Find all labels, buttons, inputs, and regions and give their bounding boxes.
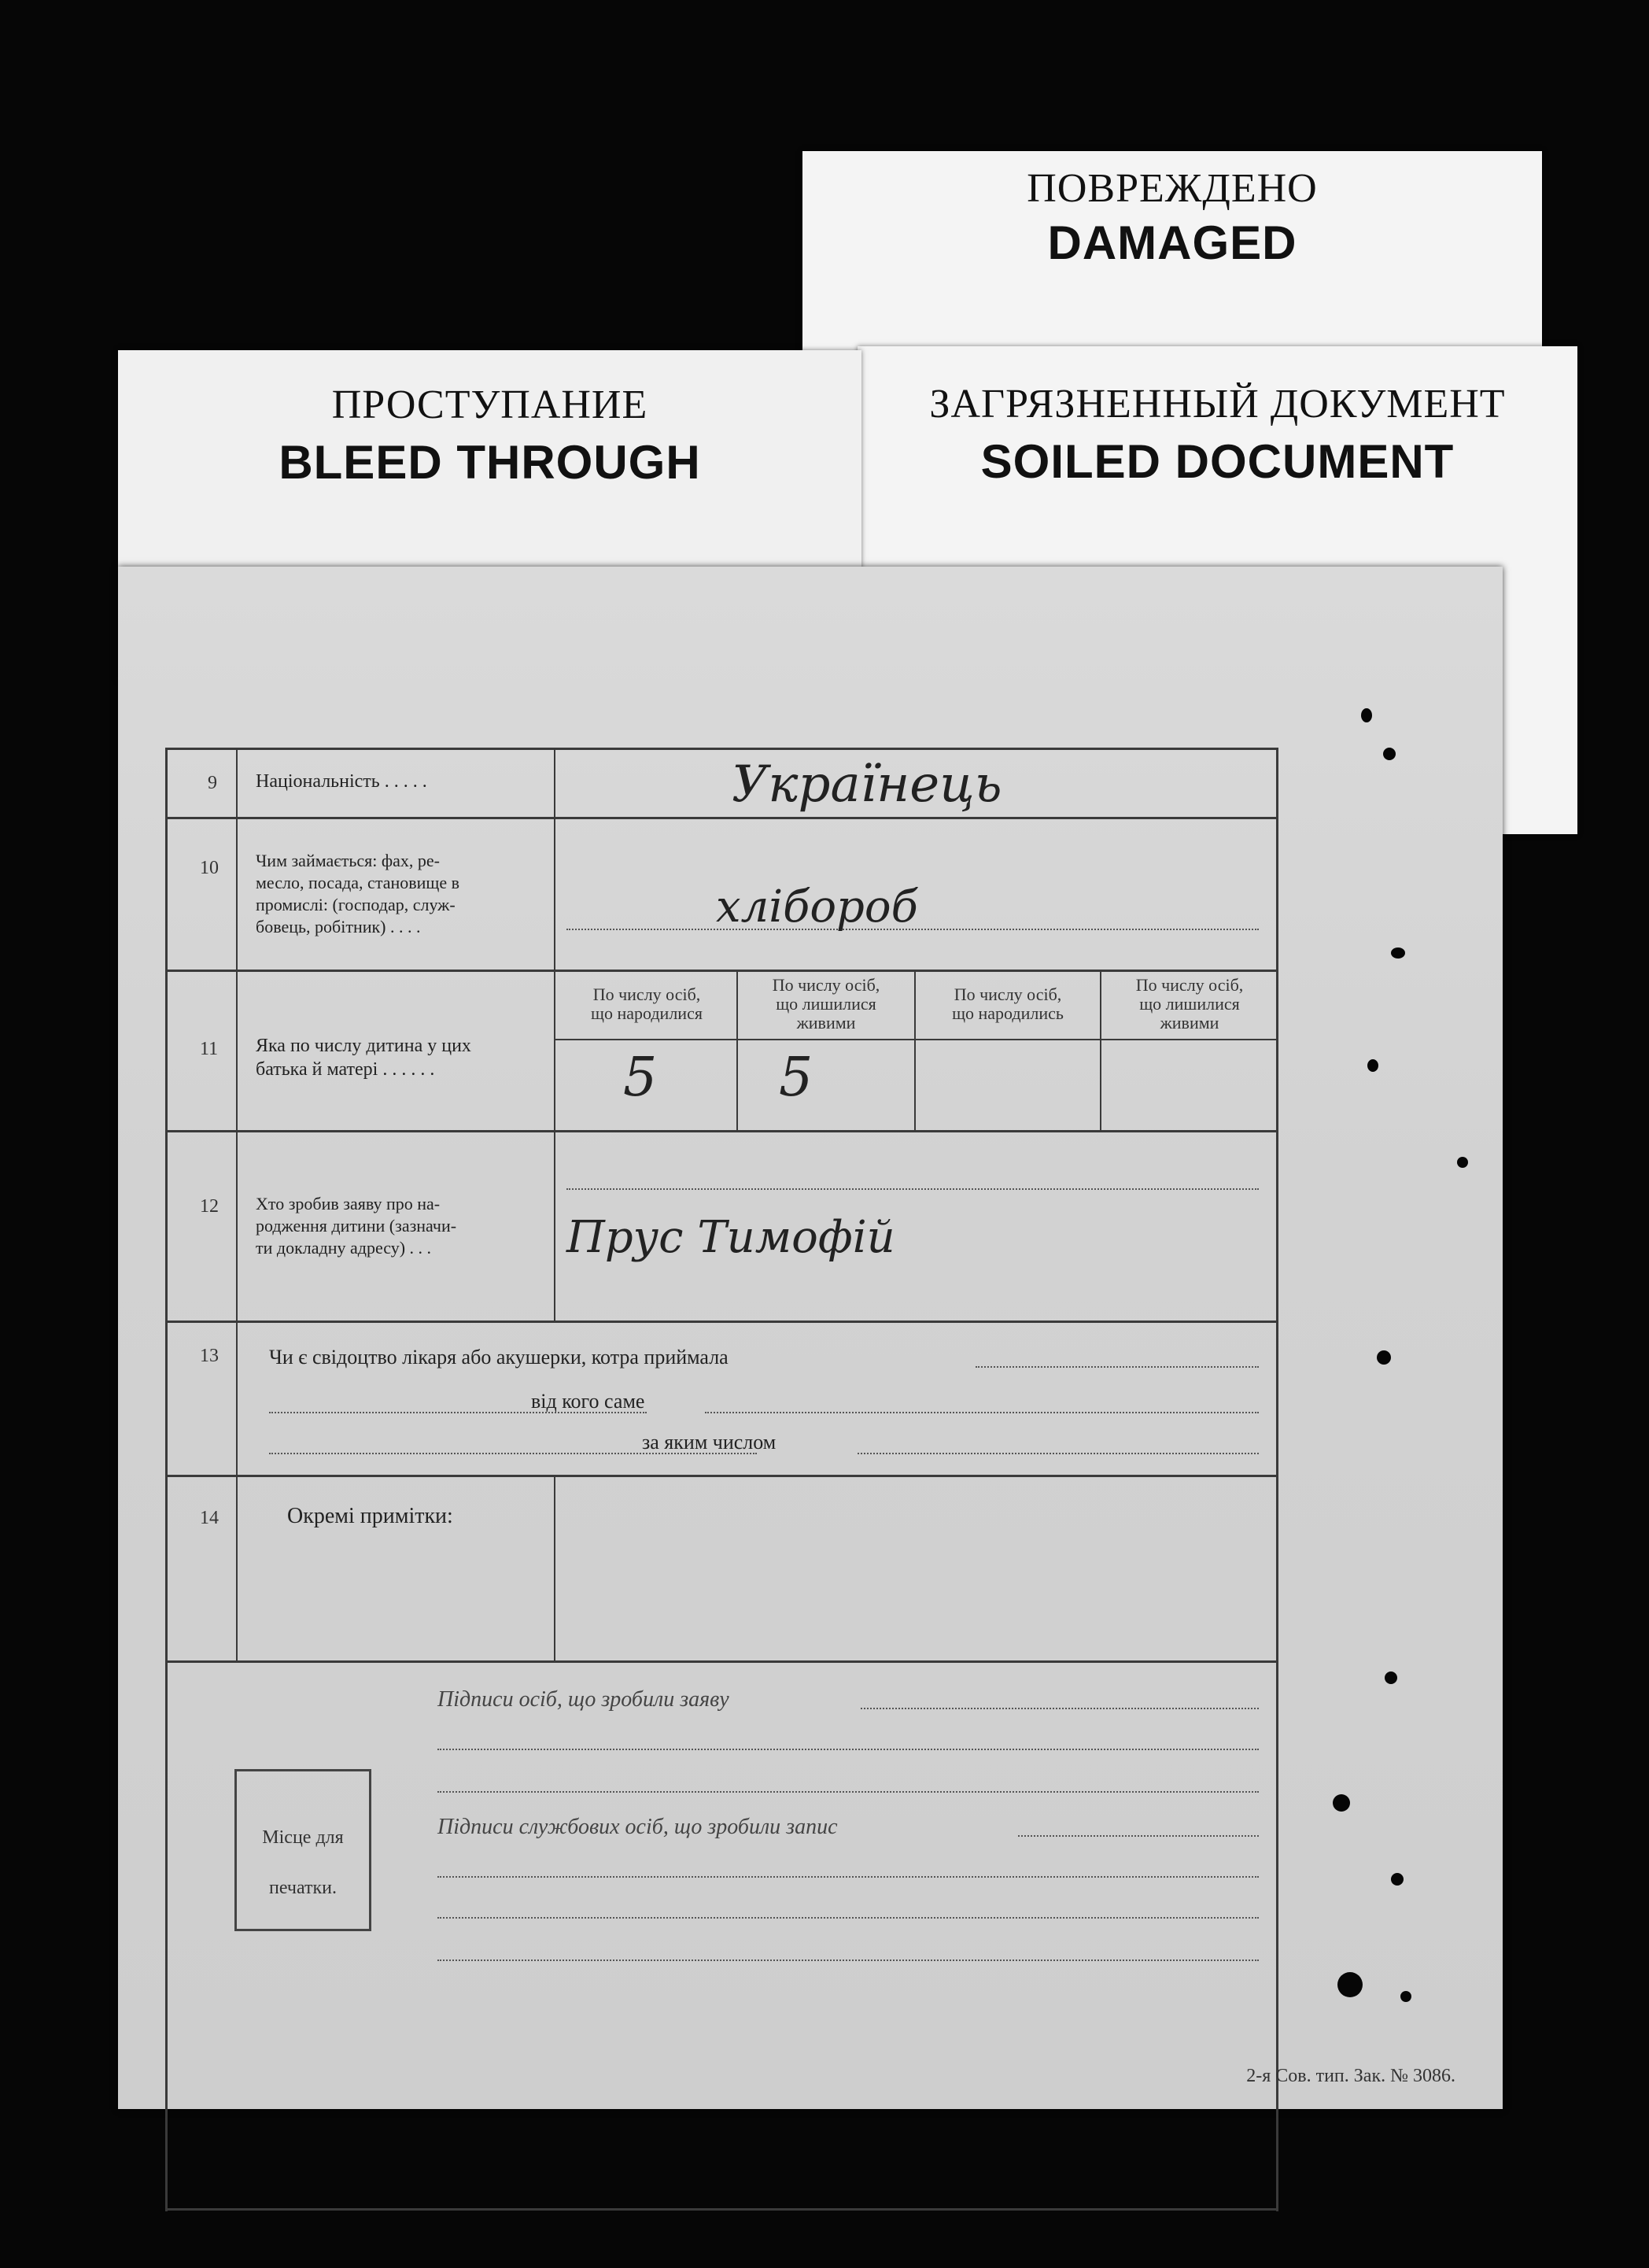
born-count-header: По числу осіб, що народилися [591,984,703,1023]
row-13-number: 13 [200,1346,219,1366]
bleed-en-label: BLEED THROUGH [279,436,701,489]
soiled-en-label: SOILED DOCUMENT [980,435,1455,488]
row-12-number: 12 [200,1196,219,1217]
damaged-card [802,151,1542,356]
born-count-value: 5 [623,1047,658,1109]
printer-imprint: 2-я Сов. тип. Зак. № 3086. [1246,2066,1455,2086]
stamp-place-label: Місце для печатки. [262,1827,344,1898]
punch-hole [1385,1671,1397,1684]
punch-hole [1457,1157,1468,1168]
damaged-ru-label: ПОВРЕЖДЕНО [1027,166,1318,211]
notes-label: Окремі примітки: [287,1504,453,1528]
occupation-value: хлібороб [716,881,918,933]
row-12-label: Хто зробив заяву про на- родження дитини (зазначи- ти докладну адресу) . . . [256,1194,457,1258]
punch-hole [1361,708,1372,722]
row-10-label: Чим займається: фах, ре- месло, посада, становище в промислі: (господар, служ- бовець, робітник) . . . . [256,851,459,936]
punch-hole [1391,947,1405,959]
punch-hole [1400,1991,1411,2002]
soiled-ru-label: ЗАГРЯЗНЕННЫЙ ДОКУМЕНТ [929,382,1506,427]
punch-hole [1333,1794,1350,1812]
row-11-label: Яка по числу дитина у цих батька й матері . . . . . . [256,1036,471,1080]
alive-count-value: 5 [779,1047,813,1109]
row-9-label: Національність . . . . . [256,771,427,792]
alive-count-header: По числу осіб, що лишилися живими [772,975,880,1032]
bleed-ru-label: ПРОСТУПАНИЕ [331,382,648,427]
punch-hole [1367,1059,1378,1072]
from-whom-label: від кого саме [531,1390,645,1413]
certificate-question: Чи є свідоцтво лікаря або акушерки, котра приймала [269,1346,729,1369]
row-14-number: 14 [200,1508,219,1528]
stamp-place-box [234,1769,371,1931]
punch-hole [1383,748,1396,760]
punch-hole [1377,1350,1391,1365]
form-sheet [118,567,1503,2109]
declarant-signatures-label: Підписи осіб, що зробили заяву [437,1687,729,1712]
row-10-number: 10 [200,858,219,878]
declarant-value: Прус Тимофій [566,1212,895,1263]
official-signatures-label: Підписи службових осіб, що зробили запис [437,1815,838,1839]
alive-count-header-2: По числу осіб, що лишилися живими [1135,975,1244,1032]
punch-hole [1391,1873,1404,1886]
by-date-label: за яким числом [642,1431,777,1454]
row-9-number: 9 [208,773,217,793]
damaged-en-label: DAMAGED [1047,216,1297,269]
punch-hole [1337,1972,1363,1997]
nationality-value: Українець [732,755,1002,814]
row-11-number: 11 [200,1039,219,1059]
born-count-header-2: По числу осіб, що народились [952,984,1064,1023]
